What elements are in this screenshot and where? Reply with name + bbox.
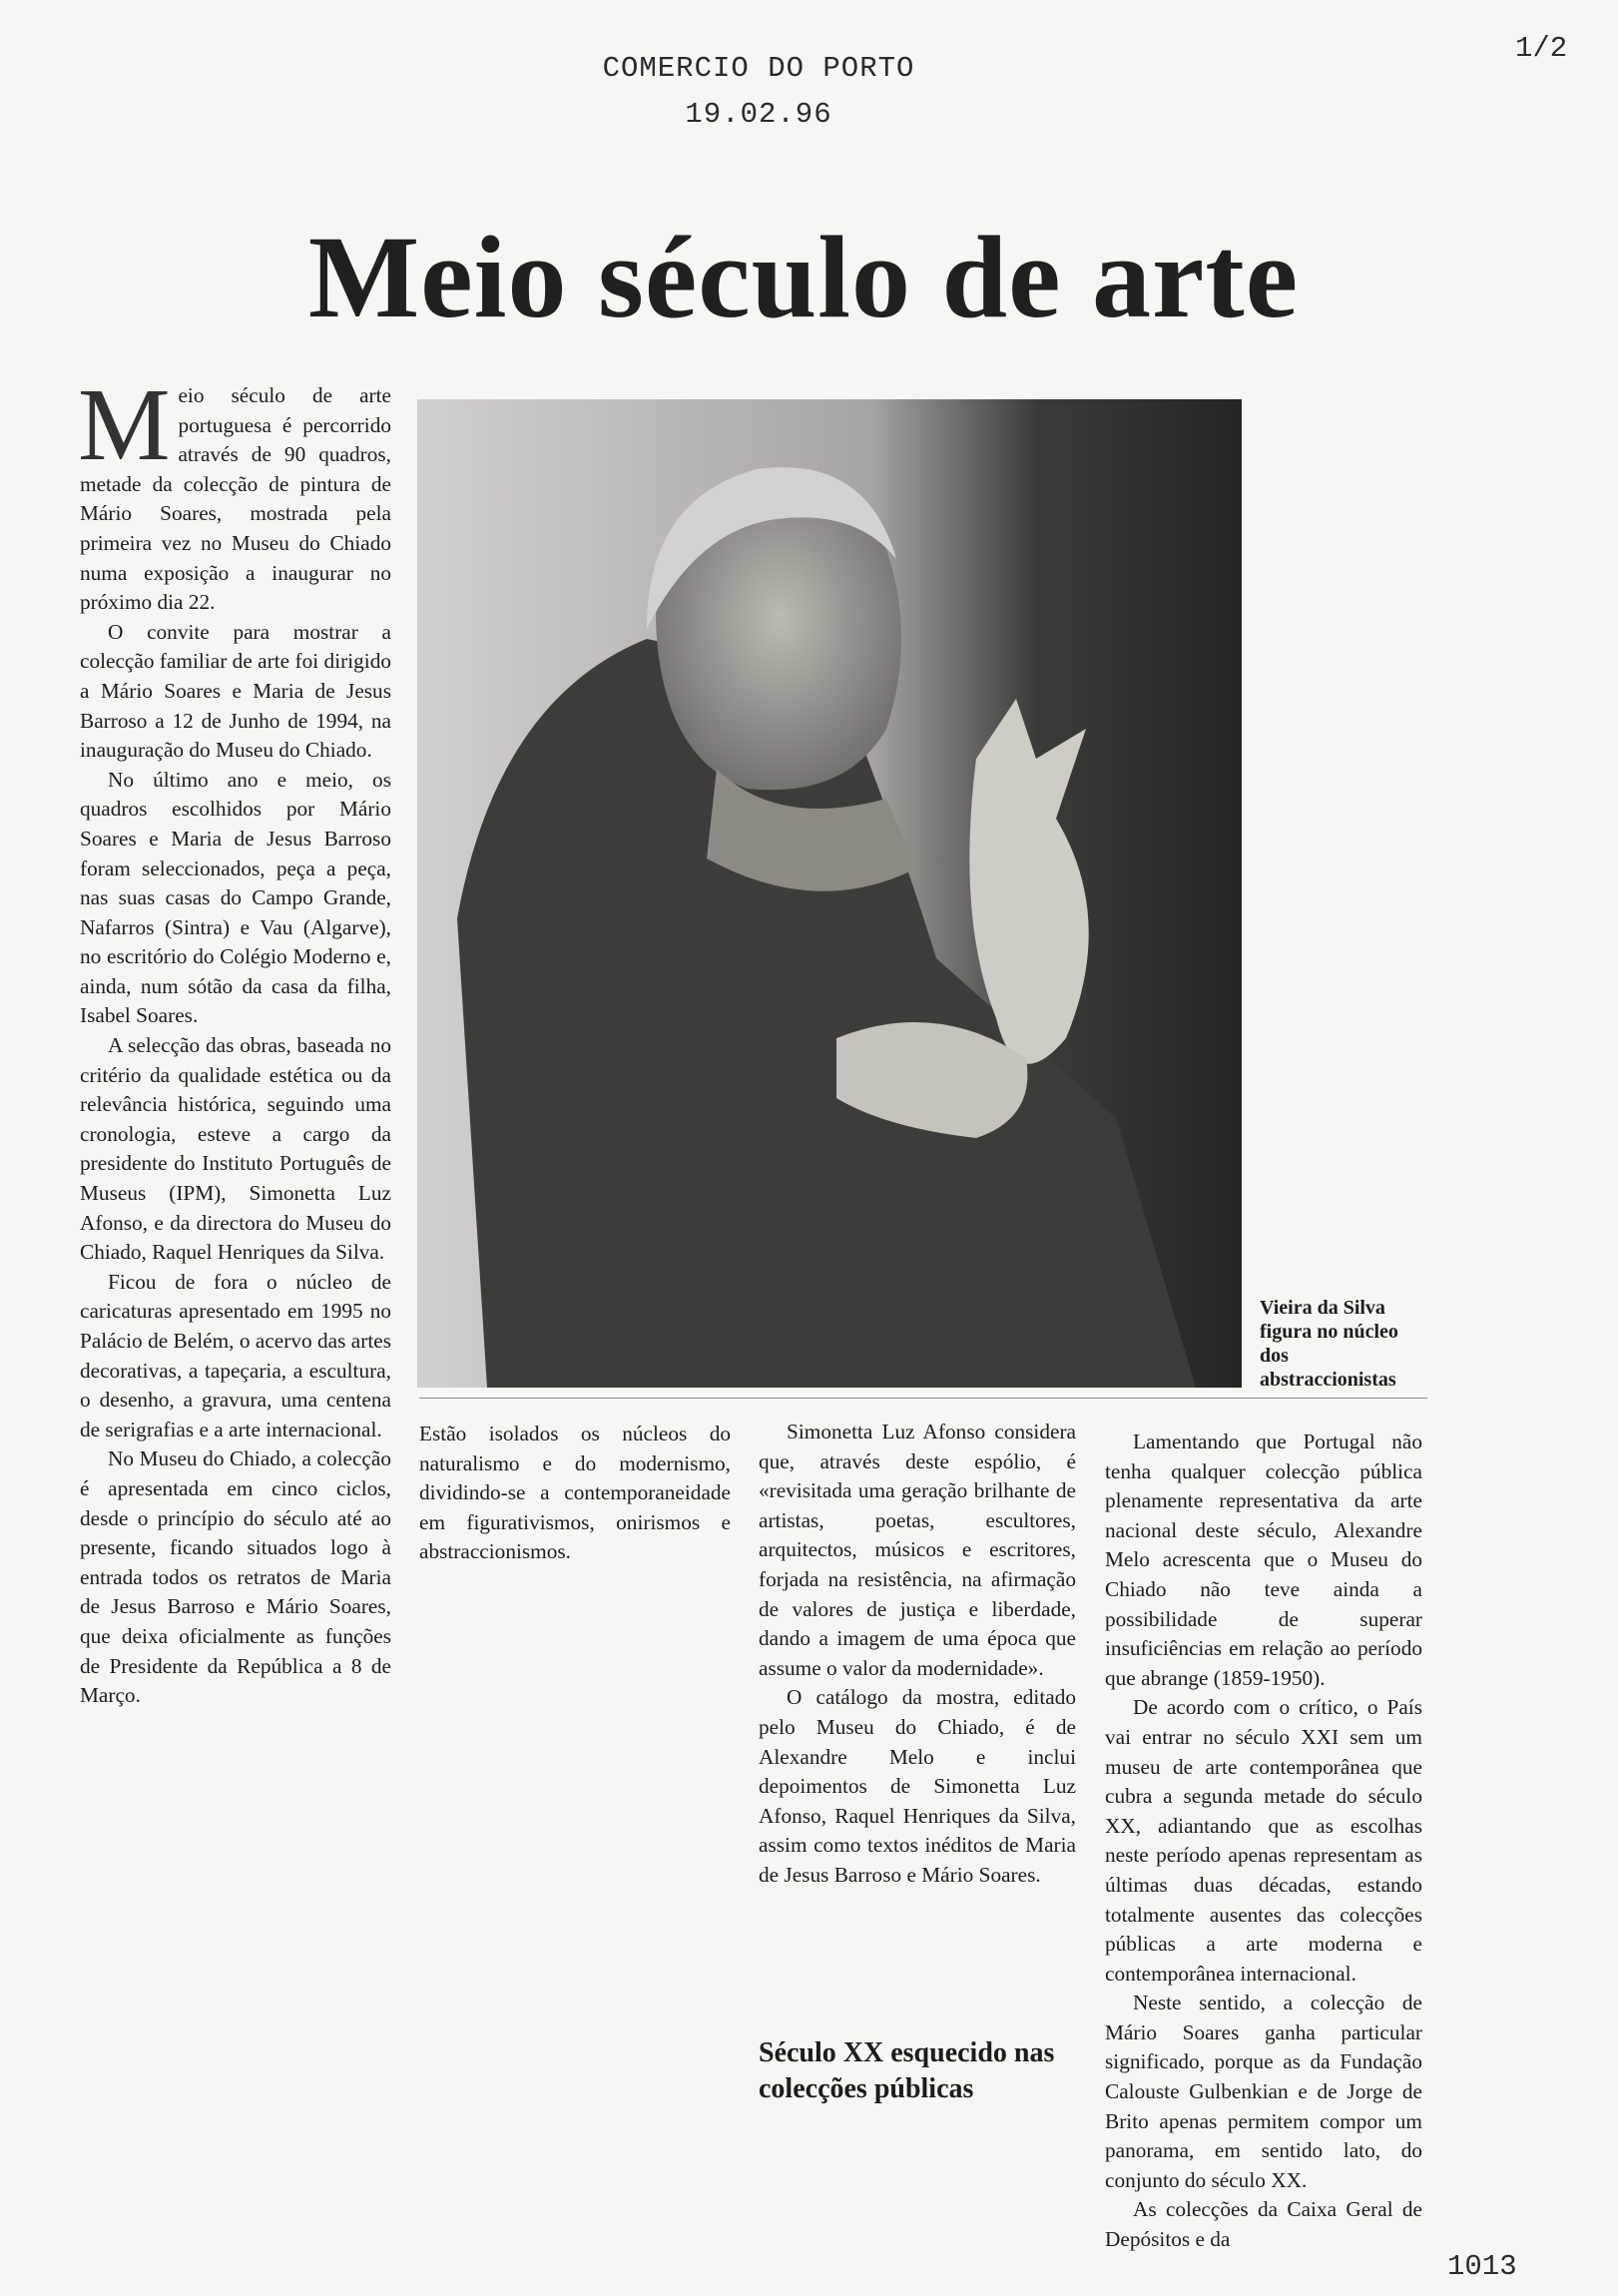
article-column-2 <box>419 1420 731 1567</box>
portrait-illustration <box>417 399 1242 1388</box>
archive-stamp-source: COMERCIO DO PORTO <box>602 52 915 85</box>
paragraph: A selecção das obras, baseada no critério da qualidade estética ou da relevância histórica, seguindo uma cronologia, esteve a cargo da presidente do Instituto Português de Museus (IPM), Simonetta Luz Afonso, e da directora do Museu do Chiado, Raquel Henriques da Silva. <box>80 1033 391 1265</box>
page-number: 1/2 <box>1515 32 1568 65</box>
article-headline: Meio século de arte <box>307 212 1300 343</box>
archive-stamp-date: 19.02.96 <box>685 98 832 131</box>
article-column-4 <box>1105 1428 1422 2255</box>
divider-rule <box>419 1398 1427 1399</box>
paragraph: Lamentando que Portugal não tenha qualquer colecção pública plenamente representativa da arte nacional deste século, Alexandre Melo acrescenta que o Museu do Chiado não teve ainda a possibilidade de superar insuficiências em relação ao período que abrange (1859-1950). <box>1105 1430 1422 1690</box>
paragraph: Meio século de arte portuguesa é percorrido através de 90 quadros, metade da colecção de pintura de Mário Soares, mostrada pela primeira vez no Museu do Chiado numa exposição a inaugurar no próximo dia 22. <box>78 367 391 615</box>
paragraph: No último ano e meio, os quadros escolhidos por Mário Soares e Maria de Jesus Barroso foram seleccionados, peça a peça, nas suas casas do Campo Grande, Nafarros (Sintra) e Vau (Algarve), no escritório do Colégio Moderno e, ainda, num sótão da casa da filha, Isabel Soares. <box>80 767 391 1028</box>
section-subheading: Século XX esquecido nas colecções públicas <box>759 2037 1055 2105</box>
archive-number: 1013 <box>1447 2250 1517 2283</box>
drop-cap: M <box>78 367 171 482</box>
paragraph: O catálogo da mostra, editado pelo Museu do Chiado, é de Alexandre Melo e inclui depoimentos de Simonetta Luz Afonso, Raquel Henriques da Silva, assim como textos inéditos de Maria de Jesus Barroso e Mário Soares. <box>759 1685 1076 1887</box>
article-column-1 <box>78 367 391 1711</box>
paragraph: Simonetta Luz Afonso considera que, através deste espólio, é «revisitada uma geração brilhante de artistas, poetas, escultores, arquitectos, músicos e escritores, forjada na resistência, na afirmação de valores de justiça e liberdade, dando a imagem de uma época que assume o valor da modernidade». <box>759 1420 1076 1680</box>
paragraph: De acordo com o crítico, o País vai entrar no século XXI sem um museu de arte contemporânea que cubra a segunda metade do século XX, adiantando que as escolhas neste período apenas representam as últimas duas décadas, estando totalmente ausentes das colecções públicas a arte moderna e contemporânea internacional. <box>1105 1695 1422 1986</box>
paragraph: Ficou de fora o núcleo de caricaturas apresentado em 1995 no Palácio de Belém, o acervo das artes decorativas, a tapeçaria, a escultura, o desenho, a gravura, uma centena de serigrafias e a arte internacional. <box>80 1269 391 1441</box>
photo-caption: Vieira da Silva figura no núcleo dos abstraccionistas <box>1260 1297 1398 1391</box>
portrait-photo <box>417 399 1242 1388</box>
paragraph: As colecções da Caixa Geral de Depósitos e da <box>1105 2197 1422 2252</box>
article-column-3 <box>759 1418 1076 1891</box>
paragraph: O convite para mostrar a colecção familiar de arte foi dirigido a Mário Soares e Maria de Jesus Barroso a 12 de Junho de 1994, na inauguração do Museu do Chiado. <box>80 619 391 763</box>
paragraph: Estão isolados os núcleos do naturalismo e do modernismo, dividindo-se a contemporaneidade em figurativismos, onirismos e abstraccionismos. <box>419 1422 731 1564</box>
paragraph: No Museu do Chiado, a colecção é apresentada em cinco ciclos, desde o princípio do século até ao presente, ficando situados logo à entrada todos os retratos de Maria de Jesus Barroso e Mário Soares, que deixa oficialmente as funções de Presidente da República a 8 de Março. <box>80 1446 391 1708</box>
paragraph: Neste sentido, a colecção de Mário Soares ganha particular significado, porque as da Fundação Calouste Gulbenkian e de Jorge de Brito apenas permitem compor um panorama, em sentido lato, do conjunto do século XX. <box>1105 1991 1422 2192</box>
